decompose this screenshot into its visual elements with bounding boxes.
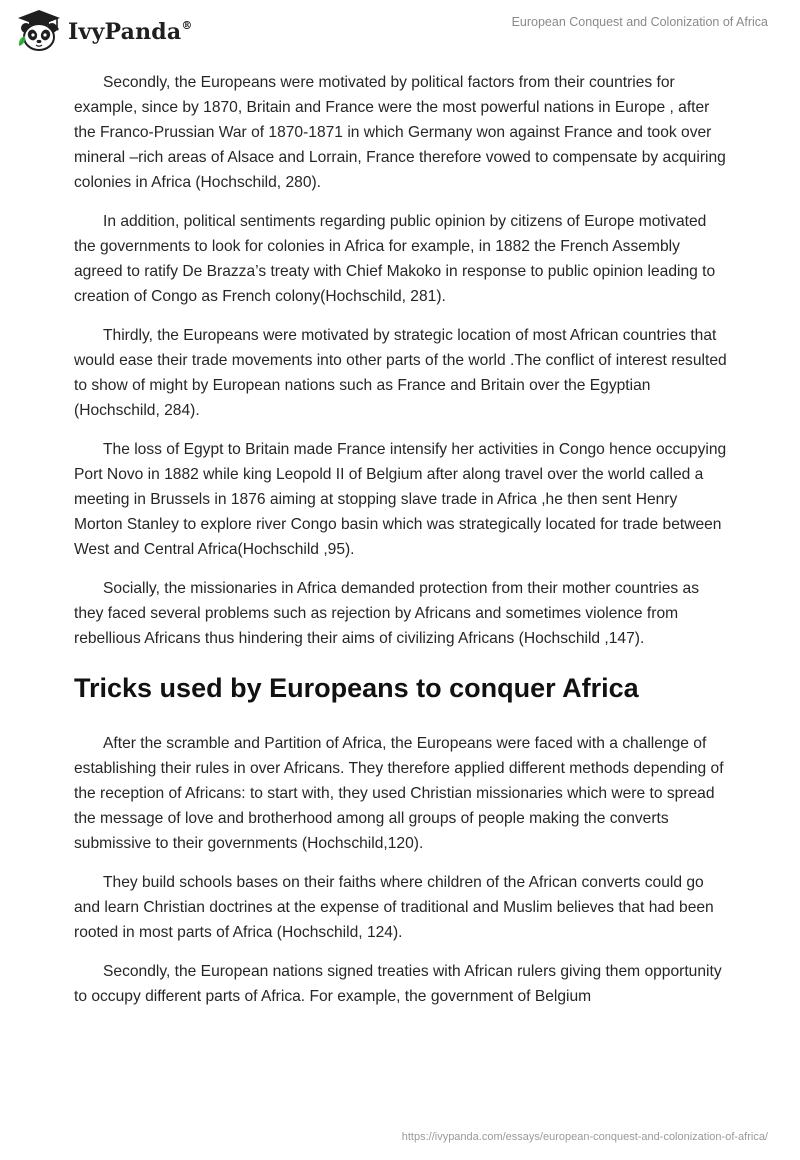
- paragraph: After the scramble and Partition of Africa, the Europeans were faced with a challenge of establishing their rules in over Africans. They therefore applied different methods depending of the reception of Africans: to start with, they used Christian missionaries which were to spread the message of love and brotherhood among all groups of people making the converts submissive to their governments (Hochschild,120).: [74, 735, 724, 852]
- essay-body: [74, 70, 728, 1023]
- document-title: European Conquest and Colonization of Africa: [511, 15, 768, 29]
- paragraph: Secondly, the Europeans were motivated by political factors from their countries for example, since by 1870, Britain and France were the most powerful nations in Europe , after the Franco-Prussian War of 1870-1871 in which Germany won against France and took over mineral –rich areas of Alsace and Lorrain, France therefore vowed to compensate by acquiring colonies in Africa (Hochschild, 280).: [74, 74, 726, 191]
- panda-graduate-icon: [16, 8, 62, 54]
- paragraph: The loss of Egypt to Britain made France intensify her activities in Congo hence occupying Port Novo in 1882 while king Leopold II of Belgium after along travel over the world called a meeting in Brussels in 1876 aiming at stopping slave trade in Africa ,he then sent Henry Morton Stanley to explore river Congo basin which was strategically located for trade between West and Central Africa(Hochschild ,95).: [74, 441, 727, 558]
- source-url[interactable]: https://ivypanda.com/essays/european-conquest-and-colonization-of-africa/: [401, 1131, 768, 1143]
- ivypanda-logo[interactable]: [16, 8, 193, 54]
- paragraph: Thirdly, the Europeans were motivated by strategic location of most African countries that would ease their trade movements into other parts of the world .The conflict of interest resulted to show of might by European nations such as France and Britain over the Egyptian (Hochschild, 284).: [74, 327, 727, 419]
- brand-name: IvyPanda®: [68, 18, 193, 45]
- page-header: [0, 0, 800, 60]
- paragraph: Secondly, the European nations signed treaties with African rulers giving them opportunity to occupy different parts of Africa. For example, the government of Belgium: [74, 963, 722, 1005]
- paragraph: They build schools bases on their faiths where children of the African converts could go and learn Christian doctrines at the expense of traditional and Muslim believes that had been rooted in most parts of Africa (Hochschild, 124).: [74, 874, 714, 941]
- paragraph: In addition, political sentiments regarding public opinion by citizens of Europe motivated the governments to look for colonies in Africa for example, in 1882 the French Assembly agreed to ratify De Brazza’s treaty with Chief Makoko in response to public opinion leading to creation of Congo as French colony(Hochschild, 281).: [74, 213, 716, 305]
- section-heading: Tricks used by Europeans to conquer Africa: [74, 673, 639, 703]
- paragraph: Socially, the missionaries in Africa demanded protection from their mother countries as they faced several problems such as rejection by Africans and sometimes violence from rebellious Africans thus hindering their aims of civilizing Africans (Hochschild ,147).: [74, 580, 700, 647]
